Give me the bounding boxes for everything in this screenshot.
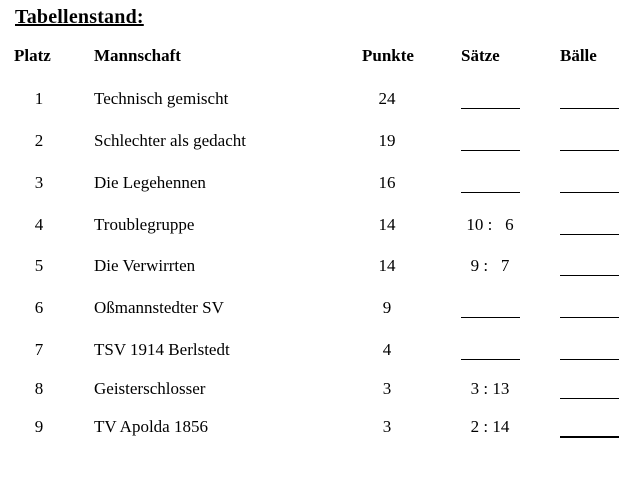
cell-punkte: 3 — [382, 379, 392, 398]
cell-platz: 2 — [34, 131, 44, 150]
cell-mannschaft: TSV 1914 Berlstedt — [94, 340, 230, 359]
cell-platz: 6 — [34, 298, 44, 317]
cell-mannschaft: Die Legehennen — [94, 173, 206, 192]
blank-line-baelle — [560, 108, 619, 109]
cell-saetze: 2 : 14 — [470, 417, 510, 436]
cell-punkte: 14 — [378, 215, 396, 234]
cell-punkte: 14 — [378, 256, 396, 275]
blank-line-baelle — [560, 436, 619, 438]
blank-line-baelle — [560, 275, 619, 276]
cell-punkte: 24 — [378, 89, 396, 108]
cell-platz: 3 — [34, 173, 44, 192]
cell-punkte: 19 — [378, 131, 396, 150]
cell-platz: 4 — [34, 215, 44, 234]
blank-line-saetze — [461, 359, 520, 360]
blank-line-saetze — [461, 150, 520, 151]
cell-punkte: 4 — [382, 340, 392, 359]
blank-line-baelle — [560, 192, 619, 193]
blank-line-baelle — [560, 359, 619, 360]
blank-line-baelle — [560, 234, 619, 235]
cell-mannschaft: TV Apolda 1856 — [94, 417, 208, 436]
column-header-baelle: Bälle — [560, 46, 597, 65]
blank-line-saetze — [461, 317, 520, 318]
blank-line-saetze — [461, 192, 520, 193]
cell-platz: 5 — [34, 256, 44, 275]
cell-mannschaft: Schlechter als gedacht — [94, 131, 246, 150]
cell-punkte: 9 — [382, 298, 392, 317]
blank-line-baelle — [560, 317, 619, 318]
blank-line-baelle — [560, 150, 619, 151]
cell-mannschaft: Geisterschlosser — [94, 379, 206, 398]
cell-mannschaft: Die Verwirrten — [94, 256, 196, 275]
cell-saetze: 10 : 6 — [466, 215, 514, 234]
cell-mannschaft: Oßmannstedter SV — [94, 298, 224, 317]
column-header-mannschaft: Mannschaft — [94, 46, 181, 65]
blank-line-baelle — [560, 398, 619, 399]
cell-platz: 7 — [34, 340, 44, 359]
cell-punkte: 3 — [382, 417, 392, 436]
column-header-platz: Platz — [14, 46, 51, 65]
cell-platz: 1 — [34, 89, 44, 108]
cell-mannschaft: Technisch gemischt — [94, 89, 229, 108]
page-title: Tabellenstand: — [15, 6, 144, 28]
cell-platz: 9 — [34, 417, 44, 436]
cell-punkte: 16 — [378, 173, 396, 192]
blank-line-saetze — [461, 108, 520, 109]
column-header-saetze: Sätze — [461, 46, 500, 65]
column-header-punkte: Punkte — [362, 46, 414, 65]
cell-saetze: 3 : 13 — [470, 379, 510, 398]
cell-platz: 8 — [34, 379, 44, 398]
cell-mannschaft: Troublegruppe — [94, 215, 195, 234]
cell-saetze: 9 : 7 — [470, 256, 510, 275]
